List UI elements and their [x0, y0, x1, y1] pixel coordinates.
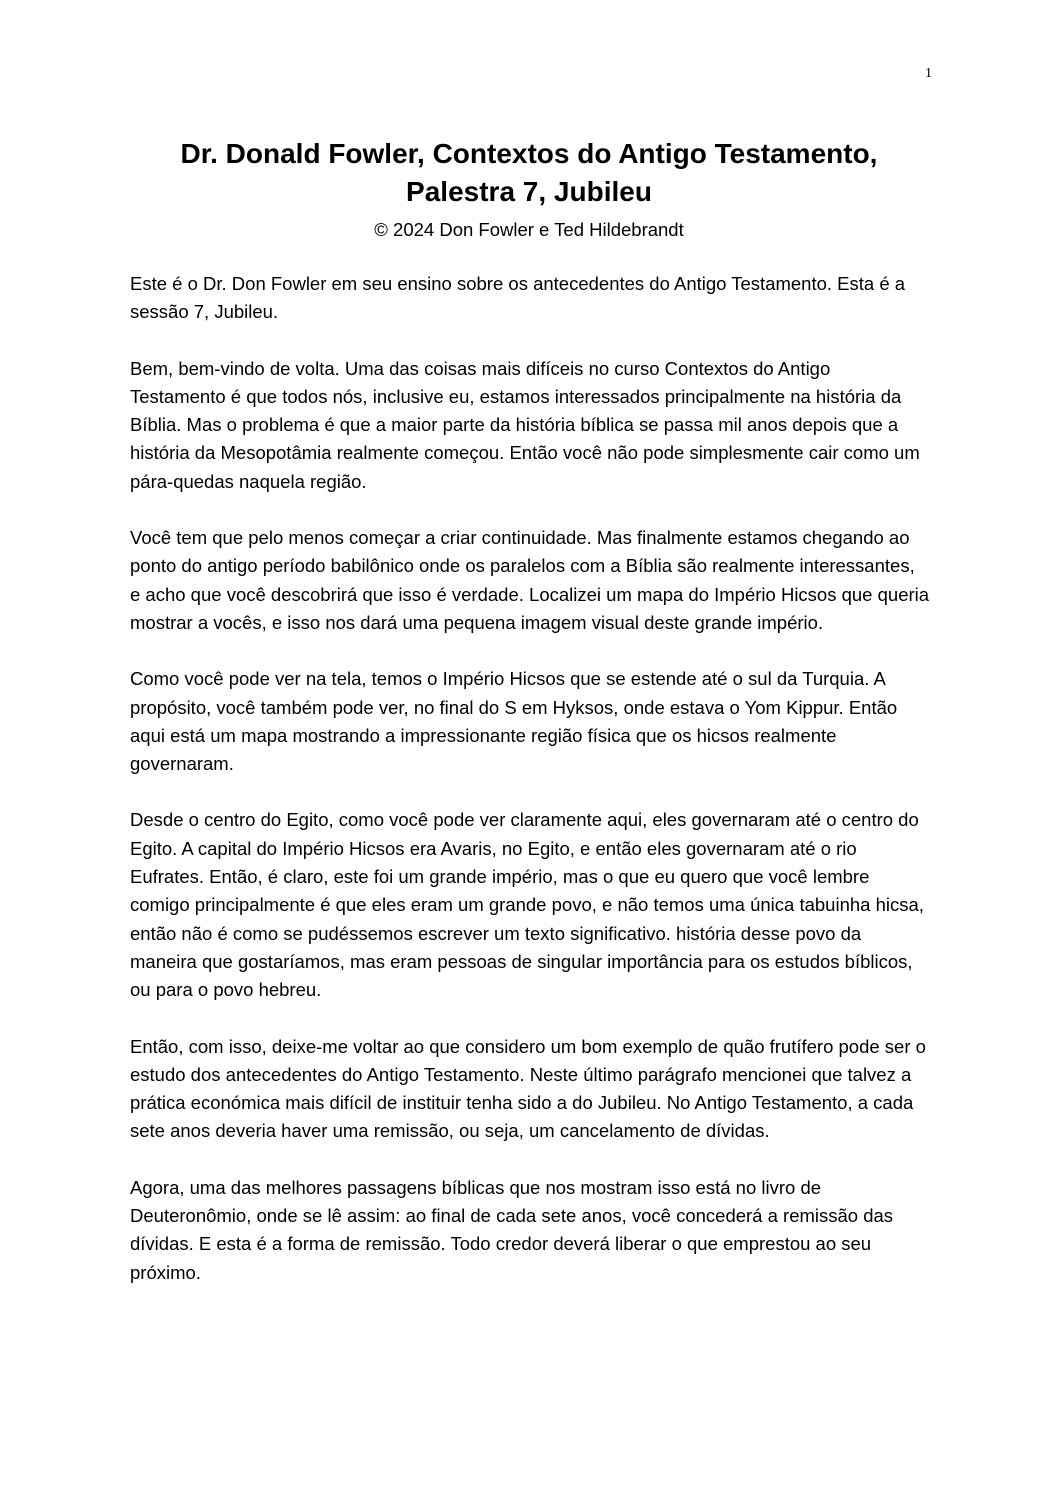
page-number: 1 [925, 66, 932, 81]
paragraph: Agora, uma das melhores passagens bíblicas que nos mostram isso está no livro de Deuteronômio, onde se lê assim: ao final de cada sete anos, você concederá a remissão das dívidas. E esta é a forma de remissão. Todo credor deverá liberar o que emprestou ao seu próximo. [130, 1176, 894, 1283]
body-text [130, 270, 930, 1315]
paragraph: Desde o centro do Egito, como você pode ver claramente aqui, eles governaram até o centro do Egito. A capital do Império Hicsos era Avaris, no Egito, e então eles governaram até o rio Eufrates. Então, é claro, este foi um grande império, mas o que eu quero que você lembre comigo principalmente é que eles eram um grande povo, e não temos uma única tabuinha hicsa, então não é como se pudéssemos escrever um texto significativo. história desse povo da maneira que gostaríamos, mas eram pessoas de singular importância para os estudos bíblicos, ou para o povo hebreu. [130, 809, 924, 1001]
title-line-2: Palestra 7, Jubileu [406, 176, 652, 207]
copyright-line: © 2024 Don Fowler e Ted Hildebrandt [374, 219, 684, 240]
paragraph: Você tem que pelo menos começar a criar continuidade. Mas finalmente estamos chegando ao ponto do antigo período babilônico onde os paralelos com a Bíblia são realmente interessantes, e acho que você descobrirá que isso é verdade. Localizei um mapa do Império Hicsos que queria mostrar a vocês, e isso nos dará uma pequena imagem visual deste grande império. [130, 527, 930, 633]
document-title [120, 135, 938, 211]
paragraph: Como você pode ver na tela, temos o Império Hicsos que se estende até o sul da Turquia. A propósito, você também pode ver, no final do S em Hyksos, onde estava o Yom Kippur. Então aqui está um mapa mostrando a impressionante região física que os hicsos realmente governaram. [130, 668, 898, 775]
paragraph: Então, com isso, deixe-me voltar ao que considero um bom exemplo de quão frutífero pode ser o estudo dos antecedentes do Antigo Testamento. Neste último parágrafo mencionei que talvez a prática económica mais difícil de instituir tenha sido a do Jubileu. No Antigo Testamento, a cada sete anos deveria haver uma remissão, ou seja, um cancelamento de dívidas. [130, 1035, 926, 1142]
title-line-1: Dr. Donald Fowler, Contextos do Antigo Testamento, [180, 138, 878, 169]
paragraph: Este é o Dr. Don Fowler em seu ensino sobre os antecedentes do Antigo Testamento. Esta é a sessão 7, Jubileu. [130, 273, 906, 323]
paragraph: Bem, bem-vindo de volta. Uma das coisas mais difíceis no curso Contextos do Antigo Testamento é que todos nós, inclusive eu, estamos interessados principalmente na história da Bíblia. Mas o problema é que a maior parte da história bíblica se passa mil anos depois que a história da Mesopotâmia realmente começou. Então você não pode simplesmente cair como um pára-quedas naquela região. [130, 357, 920, 492]
